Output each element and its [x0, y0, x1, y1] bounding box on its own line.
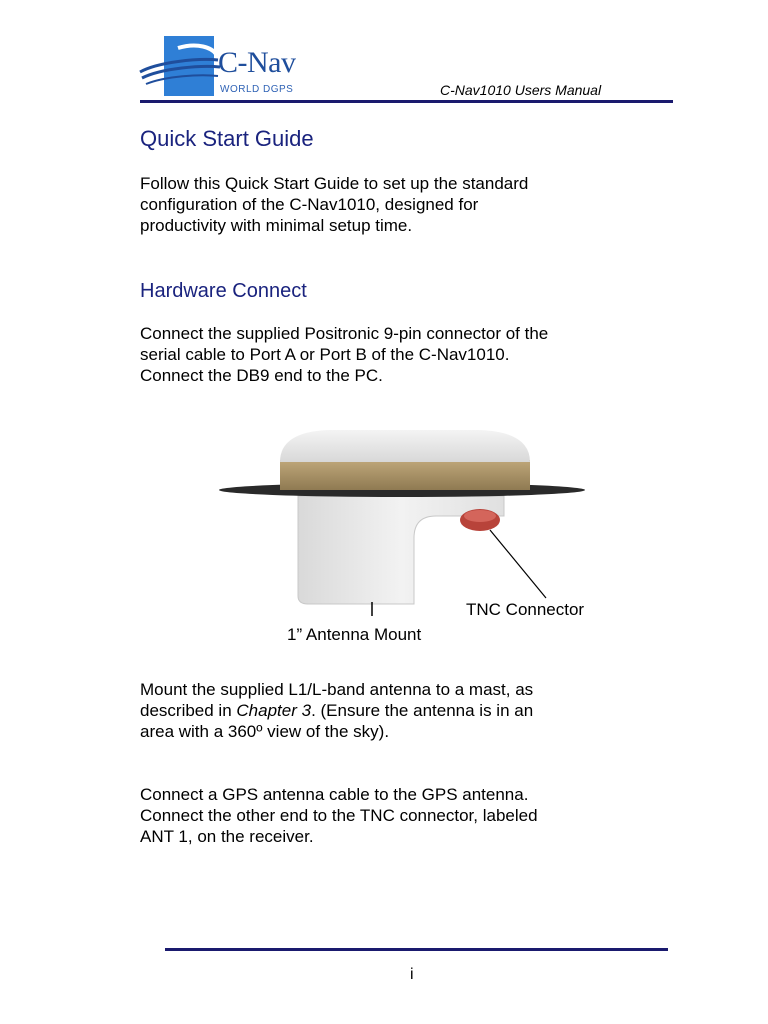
- page-number: i: [410, 966, 414, 983]
- antenna-photo: [218, 418, 618, 658]
- section-title: Quick Start Guide: [140, 126, 314, 151]
- antenna-mount-label: 1” Antenna Mount: [287, 625, 422, 644]
- mount-text: . (Ensure the antenna is in an: [311, 701, 534, 720]
- logo-tagline: WORLD DGPS: [220, 84, 294, 95]
- logo-wordmark: C-Nav: [218, 46, 296, 79]
- header-rule: [140, 100, 673, 103]
- footer-rule: [165, 948, 668, 951]
- intro-line: productivity with minimal setup time.: [140, 216, 413, 235]
- chapter-reference: Chapter 3: [236, 701, 312, 720]
- mount-line: Mount the supplied L1/L-band antenna to a mast, as: [140, 680, 534, 699]
- intro-paragraph: [140, 173, 680, 236]
- mount-line: area with a 360º view of the sky).: [140, 722, 390, 741]
- gps-line: Connect a GPS antenna cable to the GPS antenna.: [140, 785, 529, 804]
- intro-line: configuration of the C-Nav1010, designed for: [140, 195, 479, 214]
- hardware-line: Connect the DB9 end to the PC.: [140, 366, 383, 385]
- mount-paragraph: [140, 679, 680, 742]
- hardware-line: Connect the supplied Positronic 9-pin connector of the: [140, 324, 549, 343]
- gps-line: Connect the other end to the TNC connector, labeled: [140, 806, 538, 825]
- mount-line: [140, 700, 680, 721]
- mount-text: described in: [140, 701, 237, 720]
- hardware-line: serial cable to Port A or Port B of the C-Nav1010.: [140, 345, 510, 364]
- gps-line: ANT 1, on the receiver.: [140, 827, 314, 846]
- hardware-paragraph: [140, 323, 680, 386]
- gps-paragraph: [140, 784, 680, 847]
- intro-line: Follow this Quick Start Guide to set up the standard: [140, 174, 529, 193]
- document-title: C-Nav1010 Users Manual: [440, 82, 602, 98]
- subsection-title: Hardware Connect: [140, 280, 307, 302]
- tnc-connector-label: TNC Connector: [466, 600, 585, 619]
